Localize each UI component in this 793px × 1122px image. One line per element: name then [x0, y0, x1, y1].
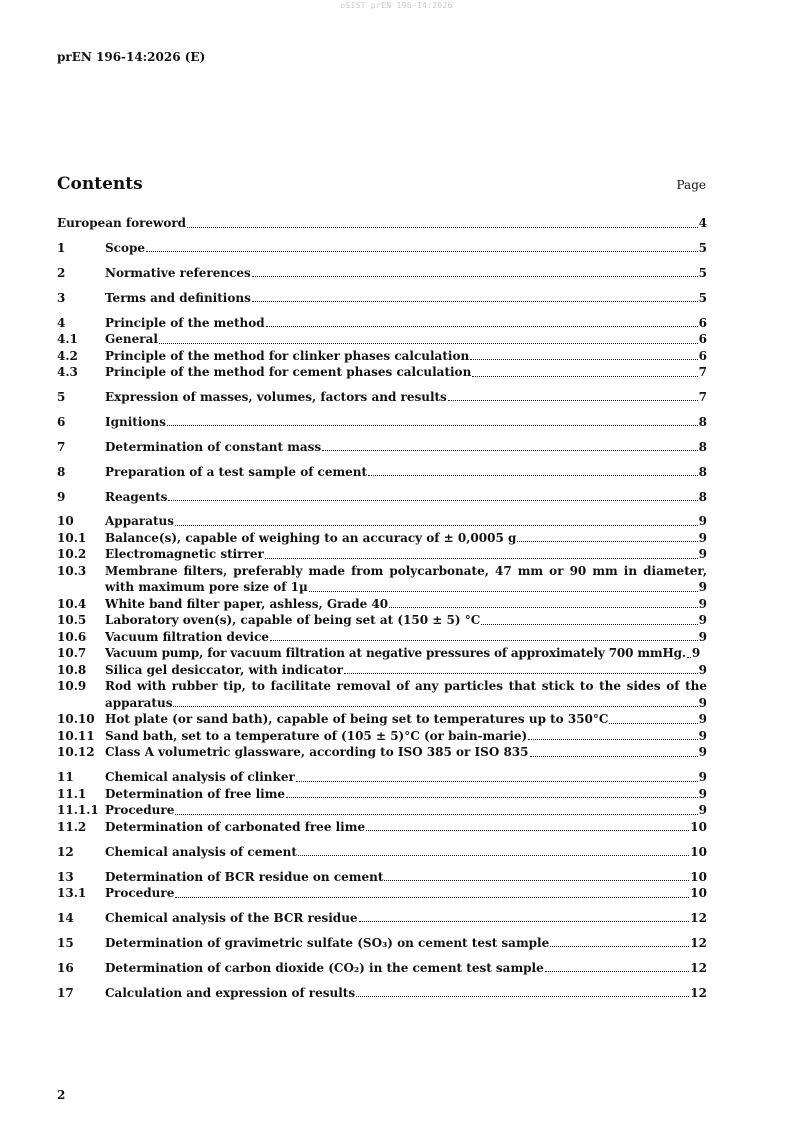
toc-entry-page: 9 [698, 580, 707, 595]
toc-entry[interactable] [57, 910, 707, 927]
toc-entry-number: 10.2 [57, 547, 87, 562]
toc-entry-title: European foreword [57, 216, 187, 230]
dot-leader [187, 223, 698, 228]
dot-leader [344, 669, 698, 674]
toc-entry-page: 7 [698, 365, 707, 380]
dot-leader [359, 917, 690, 922]
toc-entry-number: 10.8 [57, 662, 87, 677]
toc-entry-number: 11 [57, 770, 74, 785]
toc-entry-page: 5 [698, 290, 707, 305]
toc-entry-page: 12 [690, 985, 707, 1000]
toc-entry-page: 7 [698, 389, 707, 404]
toc-entry-number: 4.2 [57, 348, 78, 363]
toc-entry-title: Procedure [105, 886, 175, 901]
toc-entry-page: 10 [690, 886, 707, 901]
dot-leader [173, 702, 697, 707]
toc-entry-number: 10.11 [57, 728, 95, 743]
toc-entry-page: 12 [690, 960, 707, 975]
toc-entry-page: 9 [698, 770, 707, 785]
dot-leader [470, 355, 697, 360]
toc-entry-number: 4 [57, 315, 66, 330]
toc-entry-number: 3 [57, 290, 66, 305]
toc-entry-page: 9 [698, 786, 707, 801]
dot-leader [550, 942, 689, 947]
toc-entry-title: Principle of the method for clinker phases calculation [105, 348, 470, 363]
toc-entry-title: Chemical analysis of clinker [105, 770, 295, 785]
toc-entry-number: 17 [57, 985, 74, 1000]
toc-entry-number: 10.7 [57, 646, 87, 661]
toc-entry-page: 10 [690, 819, 707, 834]
toc-entry-number: 11.1 [57, 786, 87, 801]
toc-entry[interactable] [57, 240, 707, 257]
dot-leader [309, 587, 698, 592]
toc-entry[interactable] [57, 331, 707, 348]
toc-entry[interactable] [57, 215, 707, 232]
toc-entry-page: 9 [698, 728, 707, 743]
watermark: oSIST prEN 196-14:2026 [340, 1, 453, 10]
dot-leader [296, 777, 698, 782]
dot-leader [322, 446, 697, 451]
document-identifier: prEN 196-14:2026 (E) [57, 50, 206, 64]
toc-entry-title: Scope [105, 240, 146, 255]
toc-entry-title: Vacuum pump, for vacuum filtration at negative pressures of approximately 700 mmHg. [105, 646, 686, 661]
page-column-label: Page [676, 178, 706, 192]
dot-leader [528, 735, 697, 740]
dot-leader [266, 322, 698, 327]
toc-entry-number: 5 [57, 389, 66, 404]
toc-entry[interactable] [57, 389, 707, 406]
toc-entry[interactable] [57, 364, 707, 381]
dot-leader [517, 537, 697, 542]
toc-entry-title: Principle of the method [105, 315, 265, 330]
dot-leader [159, 339, 698, 344]
toc-entry-number: 6 [57, 414, 66, 429]
toc-entry[interactable] [57, 678, 707, 711]
dot-leader [609, 719, 697, 724]
toc-entry-number: 10.12 [57, 745, 95, 760]
toc-entry-title: Determination of constant mass [105, 439, 322, 454]
toc-entry-page: 9 [698, 803, 707, 818]
toc-entry-page: 6 [698, 332, 707, 347]
toc-entry[interactable] [57, 935, 707, 952]
toc-entry[interactable] [57, 414, 707, 431]
toc-entry-page: 12 [690, 935, 707, 950]
toc-entry-page: 10 [690, 844, 707, 859]
toc-entry-title: Membrane filters, preferably made from polycarbonate, 47 mm or 90 mm in diameter, [105, 563, 707, 578]
toc-entry[interactable] [57, 985, 707, 1002]
toc-entry-page: 6 [698, 348, 707, 363]
toc-entry-title: Hot plate (or sand bath), capable of being set to temperatures up to 350°C [105, 712, 609, 727]
toc-entry-page: 6 [698, 315, 707, 330]
toc-entry-number: 8 [57, 464, 66, 479]
toc-entry[interactable] [57, 563, 707, 596]
toc-entry-page: 4 [698, 216, 707, 230]
toc-entry[interactable] [57, 869, 707, 886]
toc-entry-title: Class A volumetric glassware, according to ISO 385 or ISO 835 [105, 745, 529, 760]
toc-entry-number: 10.9 [57, 679, 87, 694]
toc-entry-title: Principle of the method for cement phases calculation [105, 365, 472, 380]
toc-entry-number: 7 [57, 439, 66, 454]
dot-leader [356, 992, 689, 997]
toc-entry-title: General [105, 332, 158, 347]
toc-entry-page: 8 [698, 464, 707, 479]
dot-leader [175, 810, 697, 815]
dot-leader [252, 272, 698, 277]
toc-entry[interactable] [57, 348, 707, 365]
toc-entry-title: Determination of gravimetric sulfate (SO₃) on cement test sample [105, 935, 550, 950]
dot-leader [481, 620, 697, 625]
toc-entry-title: Procedure [105, 803, 175, 818]
dot-leader [167, 421, 698, 426]
toc-entry[interactable] [57, 464, 707, 481]
toc-entry-number: 10.6 [57, 629, 87, 644]
toc-entry[interactable] [57, 844, 707, 861]
toc-entry-title: Silica gel desiccator, with indicator [105, 662, 343, 677]
toc-entry-page: 9 [698, 629, 707, 644]
toc-entry-title: Terms and definitions [105, 290, 251, 305]
toc-entry-number: 10.3 [57, 563, 87, 578]
toc-entry-title: Reagents [105, 489, 168, 504]
toc-entry[interactable] [57, 802, 707, 819]
toc-entry[interactable] [57, 662, 707, 679]
toc-entry-number: 13 [57, 869, 74, 884]
toc-entry[interactable] [57, 769, 707, 786]
toc-entry-title: Determination of BCR residue on cement [105, 869, 384, 884]
toc-entry-title: Apparatus [105, 514, 174, 529]
toc-entry[interactable] [57, 711, 707, 728]
toc-entry[interactable] [57, 612, 707, 629]
toc-entry-page: 8 [698, 439, 707, 454]
toc-entry-page: 5 [698, 265, 707, 280]
contents-heading: Contents [57, 174, 143, 194]
dot-leader [448, 396, 698, 401]
toc-entry-title: Rod with rubber tip, to facilitate removal of any particles that stick to the sides of the [105, 679, 707, 694]
toc-entry-title: White band filter paper, ashless, Grade 40 [105, 596, 389, 611]
dot-leader [270, 636, 698, 641]
toc-entry-title: Calculation and expression of results [105, 985, 356, 1000]
toc-entry-title: Sand bath, set to a temperature of (105 ± 5)°C (or bain-marie) [105, 728, 528, 743]
toc-entry-page: 9 [698, 613, 707, 628]
toc-entry-page: 9 [698, 712, 707, 727]
toc-entry[interactable] [57, 290, 707, 307]
dot-leader [368, 471, 698, 476]
toc-entry[interactable] [57, 728, 707, 745]
toc-entry[interactable] [57, 513, 707, 530]
toc-entry-title: apparatus [105, 695, 173, 710]
toc-entry-number: 12 [57, 844, 74, 859]
toc-entry[interactable] [57, 530, 707, 547]
toc-entry-title: Balance(s), capable of weighing to an accuracy of ± 0,0005 g [105, 530, 517, 545]
toc-entry-page: 9 [698, 596, 707, 611]
toc-entry-number: 10.5 [57, 613, 87, 628]
toc-entry-number: 11.2 [57, 819, 87, 834]
dot-leader [298, 851, 689, 856]
toc-entry-number: 10.10 [57, 712, 95, 727]
toc-entry[interactable] [57, 645, 707, 662]
toc-entry-number: 14 [57, 910, 74, 925]
toc-entry-number: 4.1 [57, 332, 78, 347]
toc-entry-page: 9 [698, 547, 707, 562]
toc-entry-title: Preparation of a test sample of cement [105, 464, 368, 479]
dot-leader [175, 521, 698, 526]
toc-entry[interactable] [57, 265, 707, 282]
dot-leader [265, 554, 698, 559]
toc-entry-title: Chemical analysis of the BCR residue [105, 910, 358, 925]
toc-entry-page: 9 [691, 646, 701, 661]
toc-entry[interactable] [57, 489, 707, 506]
toc-entry-title: with maximum pore size of 1µ [105, 580, 308, 595]
toc-entry-number: 10.1 [57, 530, 87, 545]
toc-entry-page: 5 [698, 240, 707, 255]
dot-leader [545, 967, 690, 972]
dot-leader [384, 876, 689, 881]
toc-entry[interactable] [57, 960, 707, 977]
toc-entry-title: Chemical analysis of cement [105, 844, 297, 859]
toc-entry-page: 9 [698, 695, 707, 710]
dot-leader [530, 752, 698, 757]
toc-entry-title: Vacuum filtration device [105, 629, 270, 644]
toc-entry[interactable] [57, 315, 707, 332]
toc-entry-number: 4.3 [57, 365, 78, 380]
toc-entry[interactable] [57, 744, 707, 761]
dot-leader [366, 826, 689, 831]
toc-entry-number: 11.1.1 [57, 803, 99, 818]
page-number: 2 [57, 1088, 66, 1102]
toc-entry[interactable] [57, 546, 707, 563]
dot-leader [286, 793, 698, 798]
toc-entry-number: 1 [57, 240, 66, 255]
dot-leader [389, 603, 698, 608]
toc-entry[interactable] [57, 885, 707, 902]
toc-entry-number: 9 [57, 489, 66, 504]
toc-entry-title: Electromagnetic stirrer [105, 547, 264, 562]
toc-entry-number: 10.4 [57, 596, 87, 611]
toc-entry-number: 10 [57, 514, 74, 529]
toc-entry-page: 10 [690, 869, 707, 884]
toc-entry-title: Determination of carbon dioxide (CO₂) in the cement test sample [105, 960, 544, 975]
toc-entry-title: Laboratory oven(s), capable of being set at (150 ± 5) °C [105, 613, 481, 628]
toc-entry[interactable] [57, 439, 707, 456]
toc-entry-title: Determination of carbonated free lime [105, 819, 366, 834]
toc-entry-page: 12 [690, 910, 707, 925]
toc-entry-page: 8 [698, 414, 707, 429]
dot-leader [175, 893, 689, 898]
toc-entry-page: 9 [698, 662, 707, 677]
toc-entry[interactable] [57, 596, 707, 613]
toc-entry-number: 13.1 [57, 886, 87, 901]
table-of-contents [57, 215, 707, 1001]
toc-entry[interactable] [57, 819, 707, 836]
toc-entry-title: Normative references [105, 265, 251, 280]
dot-leader [146, 247, 698, 252]
toc-entry-number: 2 [57, 265, 66, 280]
toc-entry-title: Expression of masses, volumes, factors and results [105, 389, 447, 404]
dot-leader [252, 297, 698, 302]
toc-entry-title: Determination of free lime [105, 786, 286, 801]
toc-entry-page: 9 [698, 530, 707, 545]
toc-entry-number: 16 [57, 960, 74, 975]
dot-leader [472, 372, 697, 377]
toc-entry-page: 9 [698, 514, 707, 529]
dot-leader [687, 653, 691, 658]
toc-entry[interactable] [57, 629, 707, 646]
toc-entry[interactable] [57, 786, 707, 803]
dot-leader [168, 496, 697, 501]
toc-entry-page: 9 [698, 745, 707, 760]
toc-entry-page: 8 [698, 489, 707, 504]
toc-entry-title: Ignitions [105, 414, 166, 429]
toc-entry-number: 15 [57, 935, 74, 950]
